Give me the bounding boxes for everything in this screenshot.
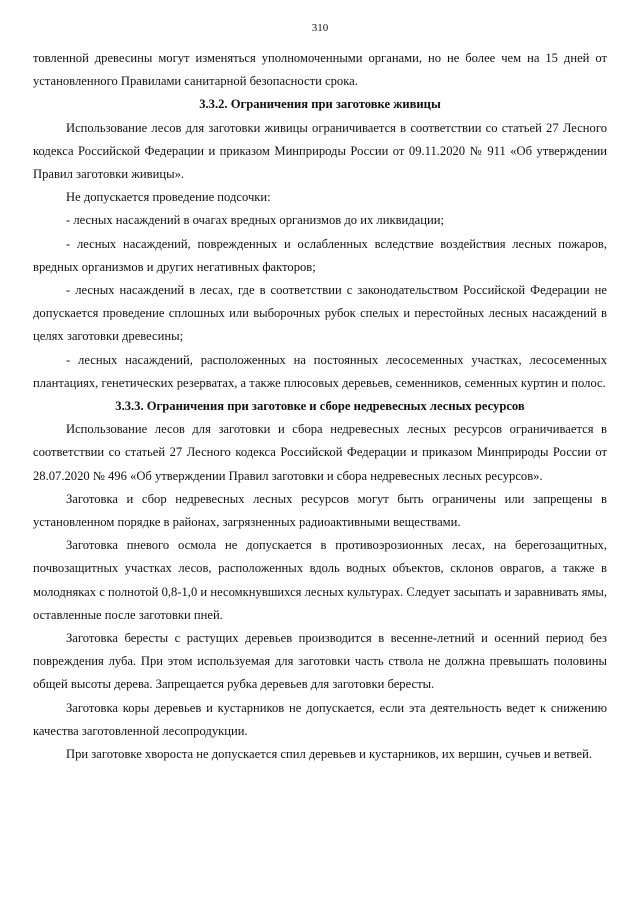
paragraph: Заготовка и сбор недревесных лесных ресурсов могут быть ограничены или запрещены в установленном порядке в районах, загрязненных радиоактивными веществами. [33, 491, 607, 530]
paragraph: Не допускается проведение подсочки: [66, 190, 271, 205]
paragraph: товленной древесины могут изменяться уполномоченными органами, но не более чем на 15 дней от установленного Правилами санитарной безопасности срока. [33, 51, 607, 89]
paragraph: Заготовка пневого осмола не допускается в противоэрозионных лесах, на берегозащитных, почвозащитных участках лесов, расположенных вдоль водных объектов, склонов оврагов, а также в молодняках с полнотой 0,8-1,0 и несомкнувшихся лесных культурах. Следует засыпать и заравнивать ямы, оставленные после заготовки пней. [33, 538, 607, 622]
paragraph: Заготовка бересты с растущих деревьев производится в весенне-летний и осенний период без повреждения луба. При этом используемая для заготовки часть ствола не должна превышать половины общей высоты дерева. Запрещается рубка деревьев для заготовки бересты. [33, 631, 607, 692]
document-body [33, 47, 607, 766]
section-heading: 3.3.2. Ограничения при заготовке живицы [199, 97, 441, 112]
paragraph: - лесных насаждений, поврежденных и ослабленных вследствие воздействия лесных пожаров, вредных организмов и других негативных факторов; [33, 236, 607, 274]
paragraph: Использование лесов для заготовки и сбора недревесных лесных ресурсов ограничивается в соответствии со статьей 27 Лесного кодекса Российской Федерации и приказом Минприроды России от 28.07.2020 № 496 «Об утверждении Правил заготовки и сбора недревесных лесных ресурсов». [33, 422, 607, 483]
paragraph: - лесных насаждений в очагах вредных организмов до их ликвидации; [66, 213, 444, 228]
paragraph: - лесных насаждений в лесах, где в соответствии с законодательством Российской Федерации не допускается проведение сплошных или выборочных рубок спелых и перестойных лесных насаждений в целях заготовки древесины; [33, 283, 607, 344]
paragraph: - лесных насаждений, расположенных на постоянных лесосеменных участках, лесосеменных плантациях, генетических резерватах, а также плюсовых деревьев, семенников, семенных куртин и полос. [33, 352, 607, 390]
page-number: 310 [311, 22, 329, 34]
paragraph: Использование лесов для заготовки живицы ограничивается в соответствии со статьей 27 Лесного кодекса Российской Федерации и приказом Минприроды России от 09.11.2020 № 911 «Об утверждении Правил заготовки живицы». [33, 120, 607, 182]
paragraph: При заготовке хвороста не допускается спил деревьев и кустарников, их вершин, сучьев и ветвей. [66, 747, 593, 762]
paragraph: Заготовка коры деревьев и кустарников не допускается, если эта деятельность ведет к снижению качества заготовленной лесопродукции. [33, 700, 607, 738]
section-heading: 3.3.3. Ограничения при заготовке и сборе недревесных лесных ресурсов [115, 399, 525, 414]
